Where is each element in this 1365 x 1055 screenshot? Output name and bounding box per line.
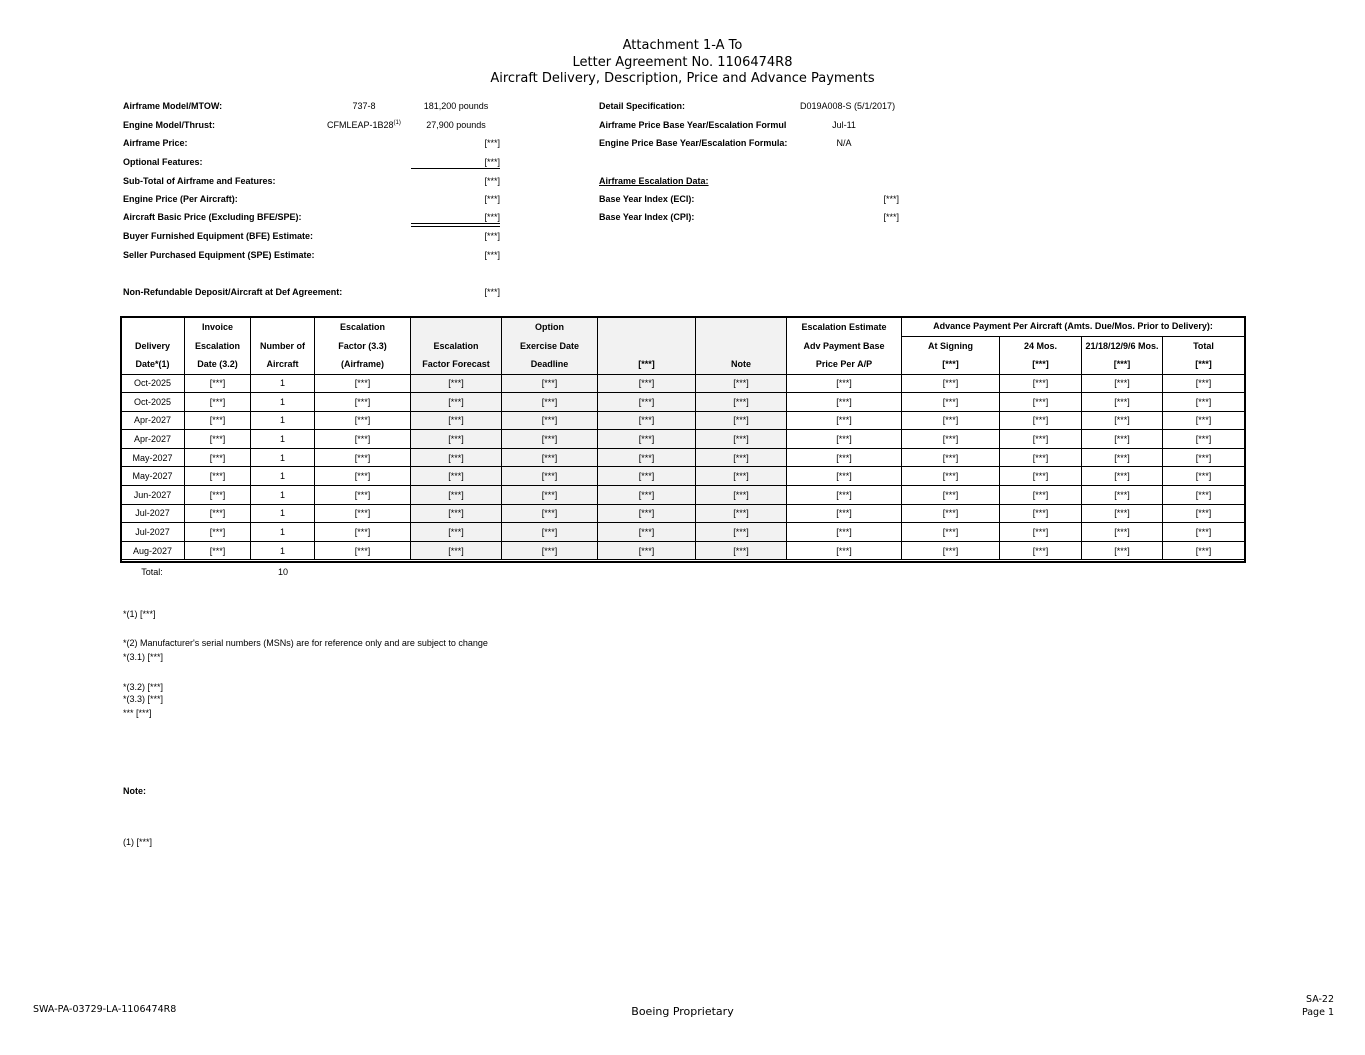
cell-24-mos: [***] bbox=[1000, 504, 1082, 523]
cell-escalation-factor: [***] bbox=[315, 467, 411, 486]
cell-total: [***] bbox=[1163, 541, 1245, 560]
hdr-invoice-0: Invoice bbox=[185, 317, 251, 336]
cell-total: [***] bbox=[1163, 467, 1245, 486]
cell-note: [***] bbox=[696, 467, 787, 486]
cell-escalation-forecast: [***] bbox=[411, 541, 502, 560]
cell-at-signing: [***] bbox=[902, 430, 1000, 449]
cell-at-signing: [***] bbox=[902, 374, 1000, 393]
hdr-escforecast-0 bbox=[411, 317, 502, 336]
hdr-total: Total bbox=[1163, 336, 1245, 355]
hdr-escfactor-0: Escalation bbox=[315, 317, 411, 336]
cell-option-deadline: [***] bbox=[502, 486, 598, 505]
cell-note: [***] bbox=[696, 523, 787, 542]
cell-24-mos: [***] bbox=[1000, 411, 1082, 430]
engine-model-value: CFMLEAP-1B28$^{(1)}$ bbox=[327, 120, 401, 130]
cell-number-of-aircraft: 1 bbox=[251, 430, 315, 449]
cell-number-of-aircraft: 1 bbox=[251, 467, 315, 486]
hdr-note-2: Note bbox=[696, 355, 787, 374]
spe-value: [***] bbox=[484, 250, 500, 260]
hdr-escfactor-2: (Airframe) bbox=[315, 355, 411, 374]
cell-number-of-aircraft: 1 bbox=[251, 541, 315, 560]
hdr-delivery-0 bbox=[121, 317, 185, 336]
cell-note: [***] bbox=[696, 374, 787, 393]
cell-21-mos: [***] bbox=[1082, 448, 1163, 467]
detail-spec-label: Detail Specification: bbox=[599, 101, 686, 111]
hdr-at-signing-pct: [***] bbox=[902, 355, 1000, 374]
cpi-value: [***] bbox=[883, 212, 899, 222]
engine-model-label: Engine Model/Thrust: bbox=[123, 120, 215, 130]
hdr-24-mos-pct: [***] bbox=[1000, 355, 1082, 374]
hdr-number-1: Number of bbox=[251, 336, 315, 355]
cell-escalation-factor: [***] bbox=[315, 504, 411, 523]
cell-invoice-date: [***] bbox=[185, 430, 251, 449]
cell-base-price: [***] bbox=[787, 393, 902, 412]
hdr-at-signing: At Signing bbox=[902, 336, 1000, 355]
cell-delivery-date: Apr-2027 bbox=[121, 430, 185, 449]
hdr-escfactor-1: Factor (3.3) bbox=[315, 336, 411, 355]
cell-delivery-date: Jul-2027 bbox=[121, 523, 185, 542]
cell-option-deadline: [***] bbox=[502, 393, 598, 412]
airframe-base-year-label: Airframe Price Base Year/Escalation Formul bbox=[599, 120, 786, 130]
cell-total: [***] bbox=[1163, 486, 1245, 505]
cell-21-mos: [***] bbox=[1082, 430, 1163, 449]
hdr-redacted-2: [***] bbox=[598, 355, 696, 374]
cell-number-of-aircraft: 1 bbox=[251, 523, 315, 542]
footnote-3-3: *(3.3) [***] bbox=[123, 694, 164, 704]
cell-at-signing: [***] bbox=[902, 393, 1000, 412]
cell-delivery-date: May-2027 bbox=[121, 467, 185, 486]
total-aircraft-value: 10 bbox=[277, 567, 288, 577]
subtotal-label: Sub-Total of Airframe and Features: bbox=[123, 176, 276, 186]
cell-number-of-aircraft: 1 bbox=[251, 411, 315, 430]
cell-note: [***] bbox=[696, 411, 787, 430]
note-heading: Note: bbox=[123, 786, 146, 796]
hdr-escforecast-1: Escalation bbox=[411, 336, 502, 355]
cell-escalation-factor: [***] bbox=[315, 448, 411, 467]
cpi-label: Base Year Index (CPI): bbox=[599, 212, 695, 222]
hdr-escest-2: Price Per A/P bbox=[787, 355, 902, 374]
cell-note: [***] bbox=[696, 430, 787, 449]
cell-delivery-date: Apr-2027 bbox=[121, 411, 185, 430]
hdr-delivery-2: Date*(1) bbox=[121, 355, 185, 374]
cell-escalation-forecast: [***] bbox=[411, 467, 502, 486]
cell-base-price: [***] bbox=[787, 430, 902, 449]
cell-redacted: [***] bbox=[598, 411, 696, 430]
cell-21-mos: [***] bbox=[1082, 411, 1163, 430]
hdr-escest-0: Escalation Estimate bbox=[787, 317, 902, 336]
hdr-escest-1: Adv Payment Base bbox=[787, 336, 902, 355]
cell-at-signing: [***] bbox=[902, 541, 1000, 560]
table-row bbox=[121, 467, 1245, 486]
cell-escalation-forecast: [***] bbox=[411, 448, 502, 467]
cell-base-price: [***] bbox=[787, 411, 902, 430]
cell-redacted: [***] bbox=[598, 541, 696, 560]
cell-redacted: [***] bbox=[598, 504, 696, 523]
cell-at-signing: [***] bbox=[902, 411, 1000, 430]
hdr-note-0 bbox=[696, 317, 787, 336]
hdr-advance-payment-group: Advance Payment Per Aircraft (Amts. Due/Mos. Prior to Delivery): bbox=[902, 317, 1245, 336]
cell-escalation-forecast: [***] bbox=[411, 374, 502, 393]
cell-escalation-forecast: [***] bbox=[411, 411, 502, 430]
cell-number-of-aircraft: 1 bbox=[251, 486, 315, 505]
title-line-2: Letter Agreement No. 1106474R8 bbox=[572, 54, 793, 70]
cell-option-deadline: [***] bbox=[502, 467, 598, 486]
hdr-note-1 bbox=[696, 336, 787, 355]
cell-total: [***] bbox=[1163, 374, 1245, 393]
basic-price-value: [***] bbox=[484, 212, 500, 222]
cell-option-deadline: [***] bbox=[502, 411, 598, 430]
hdr-number-0 bbox=[251, 317, 315, 336]
cell-delivery-date: Oct-2025 bbox=[121, 374, 185, 393]
note-1: (1) [***] bbox=[123, 837, 153, 847]
cell-option-deadline: [***] bbox=[502, 523, 598, 542]
cell-escalation-factor: [***] bbox=[315, 523, 411, 542]
document-id: SWA-PA-03729-LA-1106474R8 bbox=[33, 1004, 177, 1015]
cell-24-mos: [***] bbox=[1000, 430, 1082, 449]
hdr-redacted-0 bbox=[598, 317, 696, 336]
cell-at-signing: [***] bbox=[902, 486, 1000, 505]
engine-model-footnote-ref: (1) bbox=[393, 120, 401, 126]
cell-total: [***] bbox=[1163, 504, 1245, 523]
cell-24-mos: [***] bbox=[1000, 541, 1082, 560]
hdr-option-0: Option bbox=[502, 317, 598, 336]
airframe-base-year-value: Jul-11 bbox=[832, 120, 856, 130]
footnote-3-1: *(3.1) [***] bbox=[123, 652, 164, 662]
bfe-value: [***] bbox=[484, 231, 500, 241]
cell-note: [***] bbox=[696, 504, 787, 523]
cell-note: [***] bbox=[696, 448, 787, 467]
cell-invoice-date: [***] bbox=[185, 523, 251, 542]
cell-21-mos: [***] bbox=[1082, 541, 1163, 560]
table-row bbox=[121, 523, 1245, 542]
cell-escalation-forecast: [***] bbox=[411, 523, 502, 542]
hdr-21-mos-pct: [***] bbox=[1082, 355, 1163, 374]
engine-base-year-label: Engine Price Base Year/Escalation Formula: bbox=[599, 138, 788, 148]
cell-24-mos: [***] bbox=[1000, 467, 1082, 486]
engine-thrust-value: 27,900 pounds bbox=[426, 120, 486, 130]
cell-escalation-factor: [***] bbox=[315, 541, 411, 560]
airframe-model-label: Airframe Model/MTOW: bbox=[123, 101, 223, 111]
cell-at-signing: [***] bbox=[902, 448, 1000, 467]
cell-redacted: [***] bbox=[598, 523, 696, 542]
engine-base-year-value: N/A bbox=[836, 138, 852, 148]
cell-escalation-forecast: [***] bbox=[411, 393, 502, 412]
cell-redacted: [***] bbox=[598, 486, 696, 505]
cell-24-mos: [***] bbox=[1000, 523, 1082, 542]
cell-base-price: [***] bbox=[787, 467, 902, 486]
table-row bbox=[121, 430, 1245, 449]
cell-21-mos: [***] bbox=[1082, 523, 1163, 542]
cell-number-of-aircraft: 1 bbox=[251, 374, 315, 393]
hdr-escforecast-2: Factor Forecast bbox=[411, 355, 502, 374]
cell-option-deadline: [***] bbox=[502, 541, 598, 560]
cell-redacted: [***] bbox=[598, 393, 696, 412]
hdr-option-1: Exercise Date bbox=[502, 336, 598, 355]
cell-redacted: [***] bbox=[598, 430, 696, 449]
table-row bbox=[121, 411, 1245, 430]
cell-at-signing: [***] bbox=[902, 467, 1000, 486]
cell-number-of-aircraft: 1 bbox=[251, 393, 315, 412]
page-number: Page 1 bbox=[1301, 1007, 1334, 1018]
total-label: Total: bbox=[141, 567, 163, 577]
optional-features-label: Optional Features: bbox=[123, 157, 203, 167]
cell-escalation-factor: [***] bbox=[315, 411, 411, 430]
cell-option-deadline: [***] bbox=[502, 504, 598, 523]
table-row bbox=[121, 504, 1245, 523]
cell-24-mos: [***] bbox=[1000, 393, 1082, 412]
cell-escalation-forecast: [***] bbox=[411, 504, 502, 523]
cell-delivery-date: May-2027 bbox=[121, 448, 185, 467]
cell-number-of-aircraft: 1 bbox=[251, 448, 315, 467]
spe-label: Seller Purchased Equipment (SPE) Estimate: bbox=[123, 250, 315, 260]
cell-invoice-date: [***] bbox=[185, 411, 251, 430]
airframe-price-label: Airframe Price: bbox=[123, 138, 188, 148]
table-row bbox=[121, 486, 1245, 505]
cell-invoice-date: [***] bbox=[185, 448, 251, 467]
cell-total: [***] bbox=[1163, 448, 1245, 467]
eci-label: Base Year Index (ECI): bbox=[599, 194, 695, 204]
engine-price-label: Engine Price (Per Aircraft): bbox=[123, 194, 238, 204]
cell-note: [***] bbox=[696, 486, 787, 505]
cell-option-deadline: [***] bbox=[502, 374, 598, 393]
cell-base-price: [***] bbox=[787, 541, 902, 560]
cell-redacted: [***] bbox=[598, 374, 696, 393]
cell-invoice-date: [***] bbox=[185, 541, 251, 560]
hdr-delivery-1: Delivery bbox=[121, 336, 185, 355]
airframe-price-value: [***] bbox=[484, 138, 500, 148]
supplement-number: SA-22 bbox=[1305, 994, 1334, 1005]
cell-redacted: [***] bbox=[598, 467, 696, 486]
cell-base-price: [***] bbox=[787, 504, 902, 523]
footnote-3-2: *(3.2) [***] bbox=[123, 682, 164, 692]
hdr-21-18-12-9-6-mos: 21/18/12/9/6 Mos. bbox=[1082, 336, 1163, 355]
cell-total: [***] bbox=[1163, 430, 1245, 449]
airframe-mtow-value: 181,200 pounds bbox=[423, 101, 489, 111]
cell-total: [***] bbox=[1163, 393, 1245, 412]
cell-escalation-factor: [***] bbox=[315, 486, 411, 505]
cell-delivery-date: Jul-2027 bbox=[121, 504, 185, 523]
airframe-model-value: 737-8 bbox=[352, 101, 376, 111]
header-row-2 bbox=[121, 336, 1245, 355]
cell-delivery-date: Aug-2027 bbox=[121, 541, 185, 560]
table-row bbox=[121, 393, 1245, 412]
proprietary-notice: Boeing Proprietary bbox=[631, 1005, 734, 1018]
table-row bbox=[121, 541, 1245, 560]
hdr-redacted-1 bbox=[598, 336, 696, 355]
cell-invoice-date: [***] bbox=[185, 467, 251, 486]
cell-at-signing: [***] bbox=[902, 523, 1000, 542]
cell-base-price: [***] bbox=[787, 448, 902, 467]
table-row bbox=[121, 374, 1245, 393]
hdr-invoice-1: Escalation bbox=[185, 336, 251, 355]
cell-21-mos: [***] bbox=[1082, 393, 1163, 412]
optional-features-value: [***] bbox=[484, 157, 500, 167]
title-line-1: Attachment 1-A To bbox=[622, 38, 743, 53]
cell-invoice-date: [***] bbox=[185, 393, 251, 412]
cell-option-deadline: [***] bbox=[502, 448, 598, 467]
footnote-1: *(1) [***] bbox=[123, 609, 156, 619]
hdr-24-mos: 24 Mos. bbox=[1000, 336, 1082, 355]
header-row-3 bbox=[121, 355, 1245, 374]
footnote-2: *(2) Manufacturer's serial numbers (MSNs) are for reference only and are subject to change bbox=[123, 638, 488, 648]
title-line-3: Aircraft Delivery, Description, Price and Advance Payments bbox=[490, 71, 875, 86]
hdr-number-2: Aircraft bbox=[251, 355, 315, 374]
cell-base-price: [***] bbox=[787, 374, 902, 393]
bfe-label: Buyer Furnished Equipment (BFE) Estimate: bbox=[123, 231, 314, 241]
subtotal-rule bbox=[411, 168, 500, 169]
cell-option-deadline: [***] bbox=[502, 430, 598, 449]
cell-base-price: [***] bbox=[787, 486, 902, 505]
cell-invoice-date: [***] bbox=[185, 504, 251, 523]
engine-price-value: [***] bbox=[484, 194, 500, 204]
cell-invoice-date: [***] bbox=[185, 486, 251, 505]
table-row bbox=[121, 448, 1245, 467]
cell-21-mos: [***] bbox=[1082, 486, 1163, 505]
cell-escalation-forecast: [***] bbox=[411, 486, 502, 505]
cell-total: [***] bbox=[1163, 411, 1245, 430]
cell-redacted: [***] bbox=[598, 448, 696, 467]
cell-note: [***] bbox=[696, 541, 787, 560]
cell-24-mos: [***] bbox=[1000, 448, 1082, 467]
hdr-invoice-2: Date (3.2) bbox=[185, 355, 251, 374]
cell-escalation-factor: [***] bbox=[315, 393, 411, 412]
escalation-data-heading: Airframe Escalation Data: bbox=[599, 176, 709, 186]
deposit-value: [***] bbox=[484, 287, 500, 297]
basic-price-double-rule bbox=[411, 223, 500, 227]
cell-21-mos: [***] bbox=[1082, 374, 1163, 393]
basic-price-label: Aircraft Basic Price (Excluding BFE/SPE): bbox=[123, 212, 302, 222]
detail-spec-value: D019A008-S (5/1/2017) bbox=[800, 101, 896, 111]
delivery-schedule-table bbox=[120, 317, 1245, 560]
cell-21-mos: [***] bbox=[1082, 467, 1163, 486]
cell-delivery-date: Jun-2027 bbox=[121, 486, 185, 505]
hdr-total-pct: [***] bbox=[1163, 355, 1245, 374]
cell-at-signing: [***] bbox=[902, 504, 1000, 523]
eci-value: [***] bbox=[883, 194, 899, 204]
cell-invoice-date: [***] bbox=[185, 374, 251, 393]
cell-21-mos: [***] bbox=[1082, 504, 1163, 523]
cell-note: [***] bbox=[696, 393, 787, 412]
hdr-option-2: Deadline bbox=[502, 355, 598, 374]
cell-24-mos: [***] bbox=[1000, 374, 1082, 393]
subtotal-value: [***] bbox=[484, 176, 500, 186]
cell-escalation-factor: [***] bbox=[315, 374, 411, 393]
header-row-1 bbox=[121, 317, 1245, 336]
cell-delivery-date: Oct-2025 bbox=[121, 393, 185, 412]
cell-number-of-aircraft: 1 bbox=[251, 504, 315, 523]
cell-24-mos: [***] bbox=[1000, 486, 1082, 505]
cell-escalation-forecast: [***] bbox=[411, 430, 502, 449]
deposit-label: Non-Refundable Deposit/Aircraft at Def Agreement: bbox=[123, 287, 343, 297]
cell-total: [***] bbox=[1163, 523, 1245, 542]
cell-base-price: [***] bbox=[787, 523, 902, 542]
footnote-redacted: *** [***] bbox=[123, 708, 152, 718]
cell-escalation-factor: [***] bbox=[315, 430, 411, 449]
